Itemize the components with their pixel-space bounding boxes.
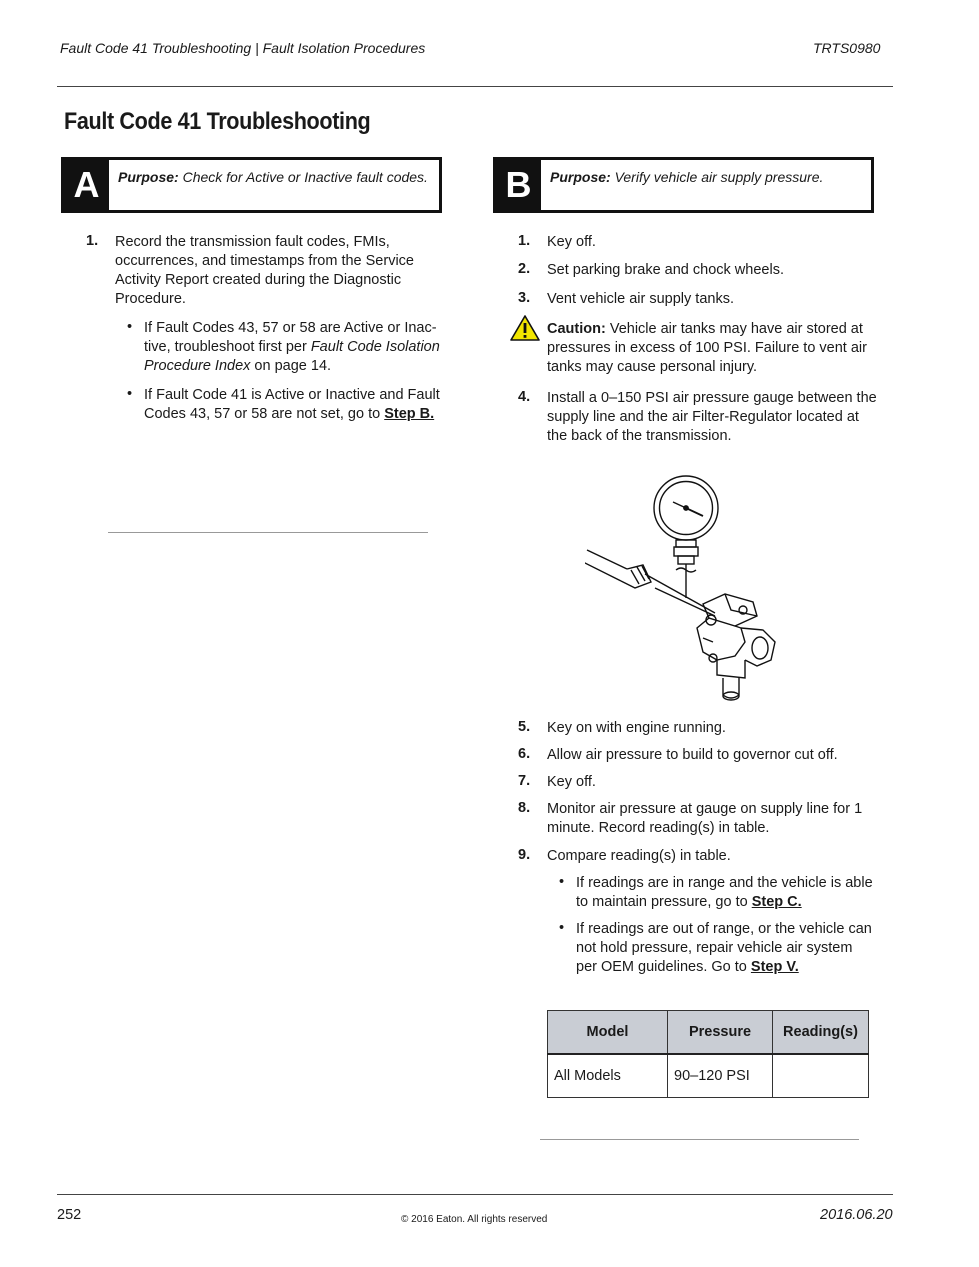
step-a-letter: A bbox=[64, 160, 109, 210]
step-b-7-number: 7. bbox=[518, 773, 531, 789]
bullet-dot: • bbox=[559, 920, 565, 936]
bullet-dot: • bbox=[127, 319, 133, 335]
caution-line2: pressures in excess of 100 PSI. Failure to vent air bbox=[547, 340, 867, 356]
step-b-2-number: 2. bbox=[518, 261, 531, 277]
warning-icon bbox=[509, 314, 541, 342]
step-a-end-rule bbox=[108, 532, 428, 533]
column-header-readings: Reading(s) bbox=[773, 1011, 869, 1055]
column-header-model: Model bbox=[548, 1011, 668, 1055]
step-b-box bbox=[493, 157, 874, 213]
bullet-dot: • bbox=[127, 386, 133, 402]
caution-line1: Caution: Vehicle air tanks may have air stored at bbox=[547, 321, 863, 337]
step-b-bullet1-line2: to maintain pressure, go to Step C. bbox=[576, 894, 802, 910]
step-b-purpose: Purpose: Verify vehicle air supply pressure. bbox=[550, 169, 824, 185]
step-b-6-number: 6. bbox=[518, 746, 531, 762]
step-b-8-number: 8. bbox=[518, 800, 531, 816]
copyright: © 2016 Eaton. All rights reserved bbox=[401, 1214, 548, 1225]
step-b-bullet2-line1: If readings are out of range, or the vehicle can bbox=[576, 921, 872, 937]
step-a-1-line3: Activity Report created during the Diagnostic bbox=[115, 272, 402, 288]
step-a-1-number: 1. bbox=[86, 233, 99, 249]
step-b-8-line2: minute. Record reading(s) in table. bbox=[547, 820, 770, 836]
cell-readings[interactable] bbox=[773, 1054, 869, 1098]
step-b-1-text: Key off. bbox=[547, 234, 596, 250]
step-b-9-number: 9. bbox=[518, 847, 531, 863]
table-header-row bbox=[548, 1011, 869, 1055]
step-b-8-line1: Monitor air pressure at gauge on supply line for 1 bbox=[547, 801, 863, 817]
step-b-3-text: Vent vehicle air supply tanks. bbox=[547, 291, 734, 307]
page-number: 252 bbox=[57, 1207, 82, 1223]
step-b-9-text: Compare reading(s) in table. bbox=[547, 848, 731, 864]
caution-line3: tanks may cause personal injury. bbox=[547, 359, 758, 375]
gauge-filter-regulator-illustration bbox=[585, 470, 785, 708]
step-a-bullet2-line1: If Fault Code 41 is Active or Inactive and Fault bbox=[144, 387, 440, 403]
step-b-5-number: 5. bbox=[518, 719, 531, 735]
step-a-1-line1: Record the transmission fault codes, FMIs, bbox=[115, 234, 390, 250]
step-b-link[interactable]: Step B. bbox=[384, 406, 435, 422]
step-a-bullet1-line3: Procedure Index on page 14. bbox=[144, 358, 332, 374]
step-b-4-line2: supply line and the air Filter-Regulator located at bbox=[547, 409, 859, 425]
step-b-bullet2-line2: not hold pressure, repair vehicle air system bbox=[576, 940, 853, 956]
step-b-6-text: Allow air pressure to build to governor cut off. bbox=[547, 747, 838, 763]
step-a-1-line2: occurrences, and timestamps from the Service bbox=[115, 253, 414, 269]
step-b-2-text: Set parking brake and chock wheels. bbox=[547, 262, 784, 278]
step-b-4-line1: Install a 0–150 PSI air pressure gauge between the bbox=[547, 390, 877, 406]
step-b-letter: B bbox=[496, 160, 541, 210]
footer-rule bbox=[57, 1194, 893, 1195]
step-a-bullet1-line2: tive, troubleshoot first per Fault Code Isolation bbox=[144, 339, 440, 355]
step-b-end-rule bbox=[540, 1139, 859, 1140]
step-b-3-number: 3. bbox=[518, 290, 531, 306]
header-right: TRTS0980 bbox=[813, 40, 881, 56]
header-rule bbox=[57, 86, 893, 87]
step-b-5-text: Key on with engine running. bbox=[547, 720, 726, 736]
header-left: Fault Code 41 Troubleshooting | Fault Isolation Procedures bbox=[60, 40, 426, 56]
step-b-7-text: Key off. bbox=[547, 774, 596, 790]
step-a-bullet1-line1: If Fault Codes 43, 57 or 58 are Active or Inac- bbox=[144, 320, 437, 336]
step-c-link[interactable]: Step C. bbox=[751, 894, 802, 910]
cell-model: All Models bbox=[548, 1054, 668, 1098]
bullet-dot: • bbox=[559, 874, 565, 890]
step-a-box bbox=[61, 157, 442, 213]
step-b-4-number: 4. bbox=[518, 389, 531, 405]
step-a-1-line4: Procedure. bbox=[115, 291, 186, 307]
page-title: Fault Code 41 Troubleshooting bbox=[64, 108, 371, 135]
step-b-4-line3: the back of the transmission. bbox=[547, 428, 732, 444]
footer-date: 2016.06.20 bbox=[820, 1207, 893, 1223]
step-a-bullet2-line2: Codes 43, 57 or 58 are not set, go to Step B. bbox=[144, 406, 435, 422]
step-a-purpose: Purpose: Check for Active or Inactive fault codes. bbox=[118, 169, 428, 185]
step-b-bullet1-line1: If readings are in range and the vehicle is able bbox=[576, 875, 873, 891]
column-header-pressure: Pressure bbox=[668, 1011, 773, 1055]
cell-pressure: 90–120 PSI bbox=[668, 1054, 773, 1098]
readings-table bbox=[547, 1010, 869, 1098]
table-row bbox=[548, 1054, 869, 1098]
step-b-bullet2-line3: per OEM guidelines. Go to Step V. bbox=[576, 959, 799, 975]
step-v-link[interactable]: Step V. bbox=[750, 959, 799, 975]
step-b-1-number: 1. bbox=[518, 233, 531, 249]
